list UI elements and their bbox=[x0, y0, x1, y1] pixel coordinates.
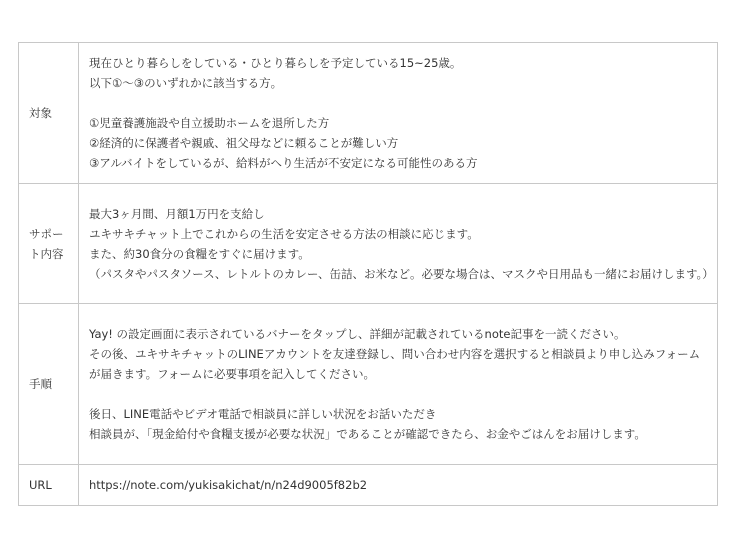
table-row-steps bbox=[19, 304, 718, 465]
target-line-5: ②経済的に保護者や親戚、祖父母などに頼ることが難しい方 bbox=[89, 136, 399, 150]
row-label-steps: 手順 bbox=[19, 304, 79, 465]
row-label-support: サポート内容 bbox=[19, 184, 79, 304]
steps-line-5: 相談員が、「現金給付や食糧支援が必要な状況」であることが確認できたら、お金やごはんをお届けします。 bbox=[89, 427, 646, 441]
target-line-6: ③アルバイトをしているが、給料がへり生活が不安定になる可能性のある方 bbox=[89, 156, 478, 170]
steps-line-4: 後日、LINE電話やビデオ電話で相談員に詳しい状況をお話いただき bbox=[89, 407, 437, 421]
info-table bbox=[18, 42, 718, 506]
steps-line-2: その後、ユキサキチャットのLINEアカウントを友達登録し、問い合わせ内容を選択すると相談員より申し込みフォームが届きます。フォームに必要事項を記入してください。 bbox=[89, 347, 701, 381]
steps-line-1: Yay! の設定画面に表示されているバナーをタップし、詳細が記載されているnote記事を一読ください。 bbox=[89, 327, 626, 341]
target-line-1: 現在ひとり暮らしをしている・ひとり暮らしを予定している15~25歳。 bbox=[89, 56, 462, 70]
support-line-3: また、約30食分の食糧をすぐに届けます。 bbox=[89, 246, 310, 261]
table-row-target bbox=[19, 43, 718, 184]
row-value-support bbox=[79, 184, 718, 304]
row-value-target bbox=[79, 43, 718, 184]
target-line-4: ①児童養護施設や自立援助ホームを退所した方 bbox=[89, 116, 330, 130]
support-line-2: ユキサキチャット上でこれからの生活を安定させる方法の相談に応じます。 bbox=[89, 226, 479, 241]
target-line-2: 以下①〜③のいずれかに該当する方。 bbox=[89, 76, 283, 90]
row-value-steps bbox=[79, 304, 718, 465]
support-line-4: （パスタやパスタソース、レトルトのカレー、缶詰、お米など。必要な場合は、マスクや日用品も一緒にお届けします。） bbox=[89, 266, 714, 281]
target-blank-line bbox=[89, 93, 709, 113]
table-row-url bbox=[19, 465, 718, 506]
table-row-support bbox=[19, 184, 718, 304]
row-label-url: URL bbox=[19, 465, 79, 506]
support-line-1: 最大3ヶ月間、月額1万円を支給し bbox=[89, 206, 265, 221]
url-value: https://note.com/yukisakichat/n/n24d9005f82b2 bbox=[79, 465, 718, 506]
row-label-target: 対象 bbox=[19, 43, 79, 184]
steps-blank-line bbox=[89, 384, 709, 404]
